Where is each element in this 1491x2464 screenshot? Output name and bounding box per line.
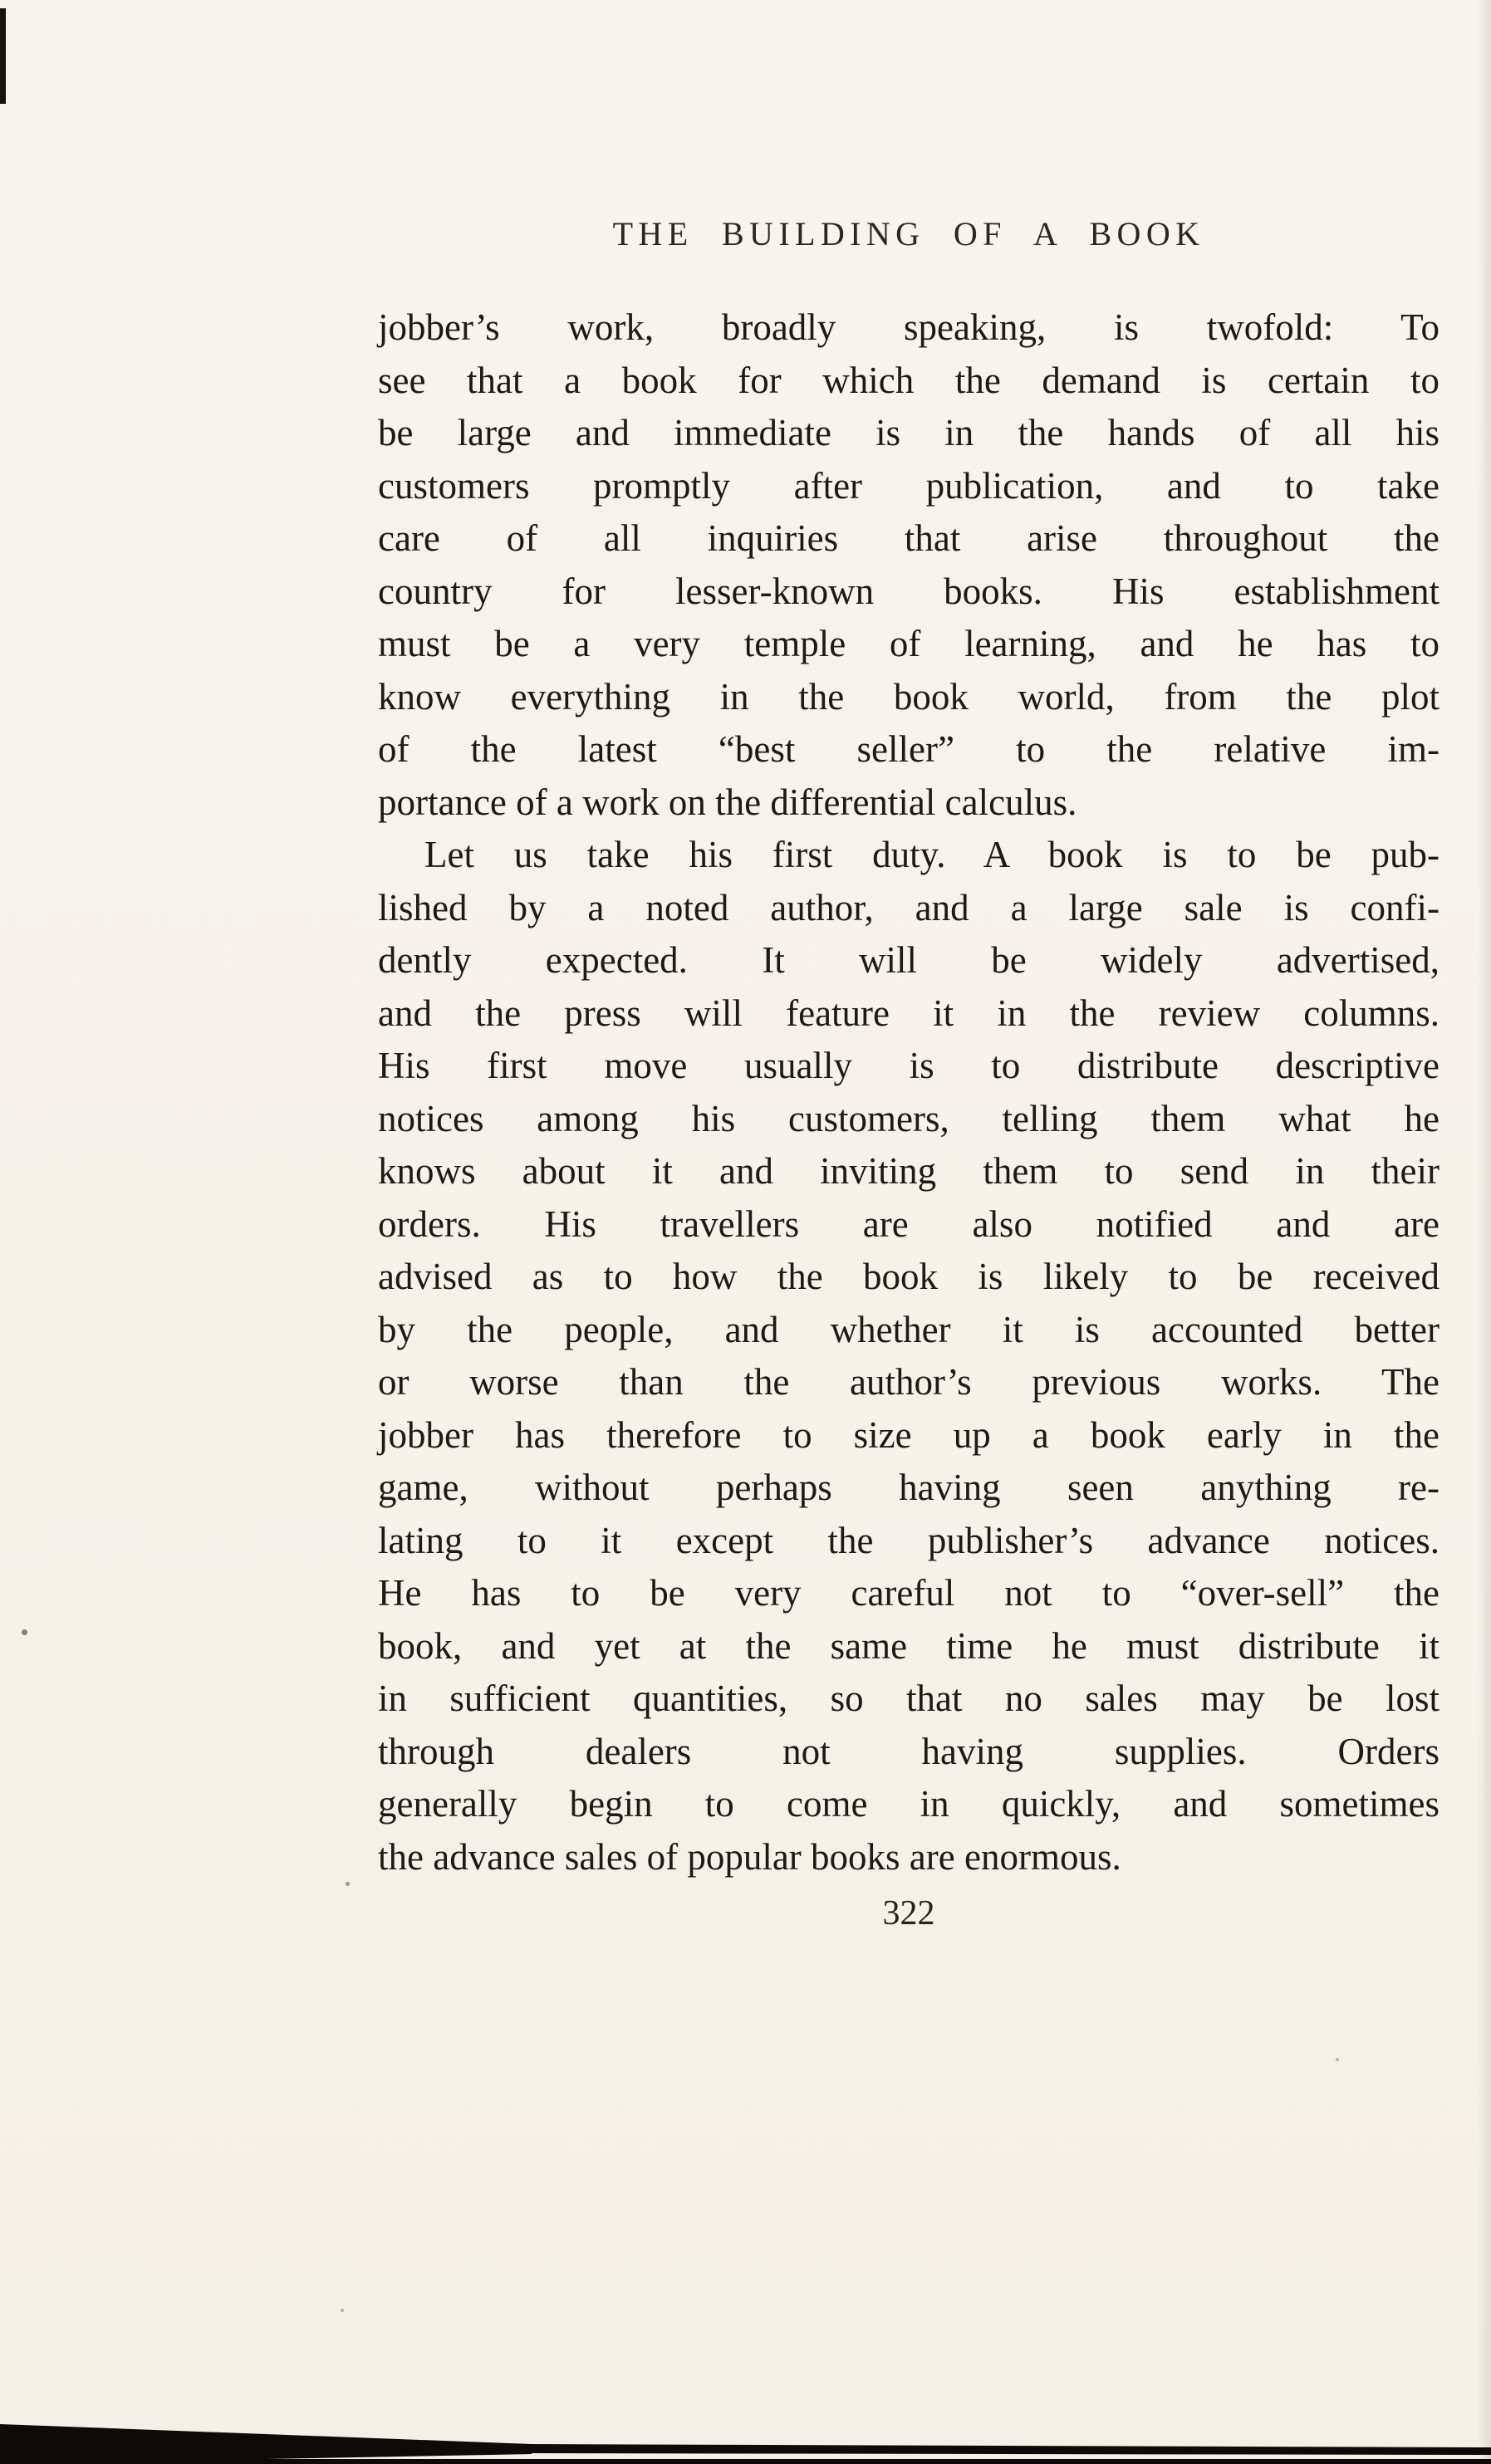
text-line: the advance sales of popular books are enormous. [378, 1835, 1121, 1878]
text-line: and the press will feature it in the review columns. [378, 992, 1440, 1034]
text-line: must be a very temple of learning, and he has to [378, 623, 1440, 664]
text-line: portance of a work on the differential calculus. [378, 781, 1077, 823]
text-line: of the latest “best seller” to the relative im- [378, 728, 1440, 770]
paragraph-1 [378, 301, 1440, 829]
scan-speck [346, 1882, 350, 1886]
page-number: 322 [882, 1894, 935, 1933]
text-line: through dealers not having supplies. Orders [378, 1730, 1440, 1772]
page-edge-shadow [1478, 0, 1491, 2464]
text-line: by the people, and whether it is accounted better [378, 1308, 1440, 1350]
text-line: country for lesser-known books. His establishment [378, 570, 1440, 612]
running-header: THE BUILDING OF A BOOK [612, 215, 1205, 252]
scan-speck [1336, 2058, 1339, 2061]
text-line: game, without perhaps having seen anything re- [378, 1467, 1440, 1508]
scan-artifact-bottom-edge [0, 2417, 1491, 2464]
text-line: book, and yet at the same time he must distribute it [378, 1624, 1440, 1667]
text-line: knows about it and inviting them to send in their [378, 1150, 1440, 1192]
scan-speck [22, 1629, 27, 1635]
text-line: Let us take his first duty. A book is to be pub- [424, 834, 1440, 875]
text-line: customers promptly after publication, and to take [378, 464, 1440, 507]
text-line: or worse than the author’s previous works. The [378, 1361, 1440, 1403]
text-line: orders. His travellers are also notified and are [378, 1203, 1440, 1245]
text-line: generally begin to come in quickly, and sometimes [378, 1783, 1440, 1825]
text-line: know everything in the book world, from the plot [378, 675, 1440, 718]
text-line: dently expected. It will be widely advertised, [378, 939, 1440, 981]
text-line: see that a book for which the demand is certain to [378, 359, 1440, 401]
text-line: care of all inquiries that arise throughout the [378, 517, 1440, 559]
text-line: He has to be very careful not to “over-sell” the [378, 1572, 1440, 1614]
paragraph-2 [378, 829, 1440, 1884]
scan-artifact-top-left [0, 8, 6, 104]
text-column [378, 214, 1440, 1933]
text-line: notices among his customers, telling them what he [378, 1097, 1440, 1139]
text-line: advised as to how the book is likely to be received [378, 1256, 1440, 1297]
text-line: be large and immediate is in the hands of all his [378, 412, 1440, 453]
page-body [378, 301, 1440, 1884]
text-line: jobber has therefore to size up a book early in the [378, 1413, 1440, 1456]
text-line: lating to it except the publisher’s advance notices. [378, 1519, 1440, 1561]
text-line: His first move usually is to distribute descriptive [378, 1045, 1440, 1086]
text-line: lished by a noted author, and a large sale is confi- [378, 886, 1440, 928]
text-line: in sufficient quantities, so that no sales may be lost [378, 1678, 1440, 1719]
scan-speck [341, 2309, 344, 2312]
text-line: jobber’s work, broadly speaking, is twofold: To [378, 306, 1440, 348]
